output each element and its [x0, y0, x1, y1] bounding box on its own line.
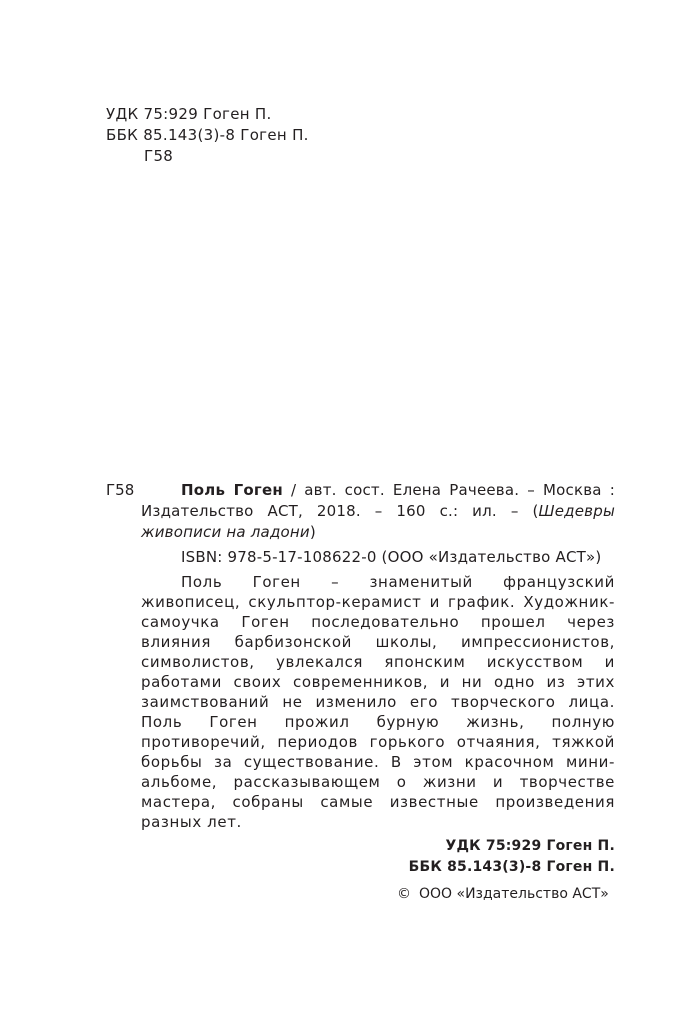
- copyright-notice: [397, 884, 609, 904]
- bibliographic-record: [141, 480, 615, 543]
- annotation: Поль Гоген – знаменитый французский живописец, скульптор-керамист и график. Художник-самоучка Гоген последовательно прошел через влияния барбизонской школы, импрессионистов, символистов, увлекался японским искусством и работами своих современников, и ни одно из этих заимствований не изменило его творческого лица. Поль Гоген прожил бурную жизнь, полную противоречий, периодов горького отчаяния, тяжкой борьбы за существование. В этом красочном мини-альбоме, рассказывающем о жизни и творчестве мастера, собраны самые известные произведения разных лет.: [141, 573, 615, 831]
- author-mark: Г58: [144, 147, 174, 165]
- bibliographic-close: ): [309, 523, 316, 541]
- series-title: Шедевры живописи на ладони: [141, 502, 615, 541]
- classification-codes-footer: [141, 836, 615, 878]
- bbk-code: ББК 85.143(3)-8 Гоген П.: [106, 126, 309, 144]
- bibliographic-details: / авт. сост. Елена Рачеева. – Москва : Издательство АСТ, 2018. – 160 с.: ил. – (: [141, 481, 615, 520]
- bbk-code-footer: ББК 85.143(3)-8 Гоген П.: [408, 859, 615, 875]
- classification-codes-header: [106, 104, 309, 167]
- copyright-icon: ©: [397, 886, 411, 902]
- copyright-holder: ООО «Издательство АСТ»: [419, 886, 609, 902]
- catalog-card: [141, 480, 615, 878]
- udk-code-footer: УДК 75:929 Гоген П.: [445, 838, 615, 854]
- book-title: Поль Гоген: [181, 481, 283, 499]
- card-author-mark: Г58: [106, 481, 135, 499]
- udk-code: УДК 75:929 Гоген П.: [106, 105, 272, 123]
- isbn: ISBN: 978-5-17-108622-0 (ООО «Издательство АСТ»): [181, 548, 602, 566]
